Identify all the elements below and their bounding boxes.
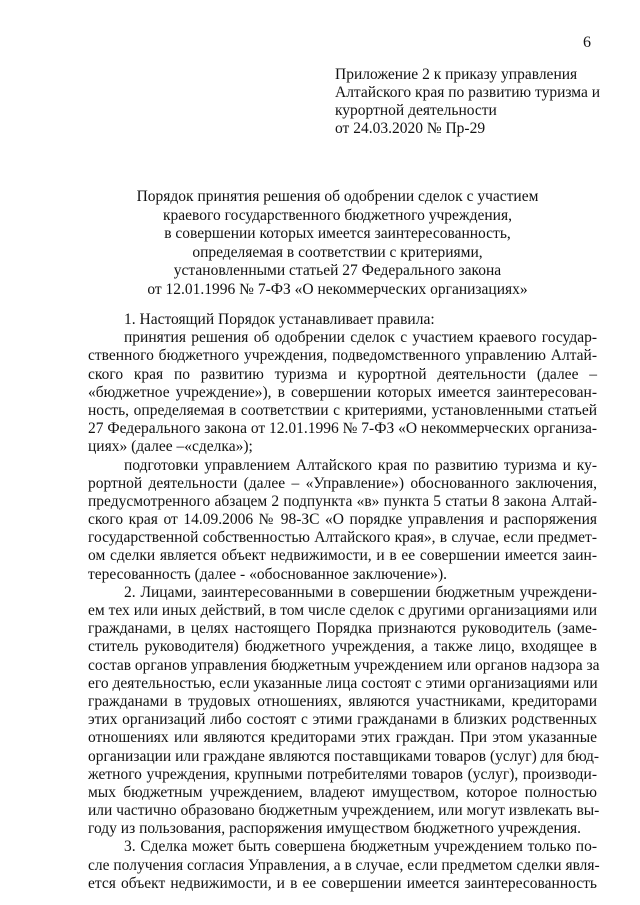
paragraph-line: ем тех или иных действий, в том числе сделок с другими организациями или [88, 602, 597, 619]
paragraph-line: «бюджетное учреждение»), в совершении которых имеется заинтересован- [88, 383, 597, 401]
paragraph-line: ом сделки является объект недвижимости, и в ее совершении имеется заин- [88, 547, 597, 565]
paragraph-line: ского края от 14.09.2006 № 98-ЗС «О порядке управления и распоряжения [88, 511, 597, 529]
paragraph-line: предусмотренного абзацем 2 подпункта «в» пункта 5 статьи 8 закона Алтай- [88, 492, 597, 510]
paragraph-line: ность, определяемая в соответствии с критериями, установленными статьей [88, 401, 597, 419]
title-line: установленными статьей 27 Федерального закона [173, 262, 502, 280]
paragraph-line: сле получения согласия Управления, а в случае, если предметом сделки явля- [88, 856, 600, 874]
paragraph-line: или частично образовано бюджетным учреждением, или могут извлекать вы- [88, 802, 600, 820]
appendix-header [335, 66, 625, 138]
paragraph-line: отношениях или являются кредиторами этих граждан. При этом указанные [88, 729, 597, 747]
appendix-line: Приложение 2 к приказу управления [335, 66, 578, 83]
document-title [100, 188, 575, 300]
paragraph-line: тересованность (далее - «обоснованное заключение»). [88, 565, 447, 583]
page-number: 6 [583, 34, 591, 51]
title-line: определяемая в соответствии с критериями, [192, 243, 483, 261]
paragraph-line: рортной деятельности (далее – «Управление») обоснованного заключения, [88, 474, 597, 492]
paragraph-line: ститель руководителя) бюджетного учреждения, а также лицо, входящее в [88, 638, 597, 656]
paragraph-line: этих организаций либо состоят с этими гражданами в близких родственных [88, 711, 597, 729]
paragraph-line: 2. Лицами, заинтересованными в совершении бюджетным учреждени- [124, 583, 597, 601]
paragraph-line: принятия решения об одобрении сделок с участием краевого государ- [124, 329, 597, 347]
paragraph-line: 27 Федерального закона от 12.01.1996 № 7-ФЗ «О некоммерческих организа- [88, 420, 598, 438]
paragraph-line: 1. Настоящий Порядок устанавливает правила: [124, 311, 435, 328]
appendix-line: Алтайского края по развитию туризма и [335, 84, 601, 101]
paragraph-line: гражданами, в целях настоящего Порядка признаются руководитель (заме- [88, 620, 597, 638]
paragraph-line: состав органов управления бюджетным учреждением или органов надзора за [88, 656, 600, 674]
title-line: в совершении которых имеется заинтересованность, [164, 225, 511, 243]
paragraph-line: организации или граждане являются поставщиками товаров (услуг) для бюд- [88, 747, 600, 765]
document-body [88, 311, 600, 893]
paragraph-line: государственной собственностью Алтайского края», в случае, если предмет- [88, 529, 597, 547]
paragraph-line: ского края по развитию туризма и курортной деятельности (далее – [88, 365, 597, 383]
paragraph-line: ственного бюджетного учреждения, подведомственного управлению Алтай- [88, 347, 597, 365]
paragraph-line: циях» (далее –«сделка»); [88, 438, 253, 456]
paragraph-line: гражданами в трудовых отношениях, являются участниками, кредиторами [88, 692, 597, 710]
appendix-line: от 24.03.2020 № Пр-29 [335, 120, 486, 137]
paragraph-line: году из пользования, распоряжения имуществом бюджетного учреждения. [88, 820, 582, 838]
paragraph-line: мых бюджетным учреждением, владеют имуществом, которое полностью [88, 783, 597, 801]
title-line: краевого государственного бюджетного учреждения, [163, 206, 512, 224]
paragraph-line: 3. Сделка может быть совершена бюджетным учреждением только по- [124, 838, 597, 856]
title-line: Порядок принятия решения об одобрении сделок с участием [136, 188, 539, 205]
paragraph-line: жетного учреждения, крупными потребителями товаров (услуг), производи- [88, 765, 597, 783]
paragraph-line: его деятельностью, если указанные лица состоят с этими организациями или [88, 674, 598, 692]
paragraph-line: ется объект недвижимости, и в ее совершении имеется заинтересованность [88, 874, 597, 892]
paragraph-line: подготовки управлением Алтайского края по развитию туризма и ку- [124, 456, 597, 474]
appendix-line: курортной деятельности [335, 102, 497, 119]
title-line: от 12.01.1996 № 7-ФЗ «О некоммерческих организациях» [147, 280, 528, 298]
